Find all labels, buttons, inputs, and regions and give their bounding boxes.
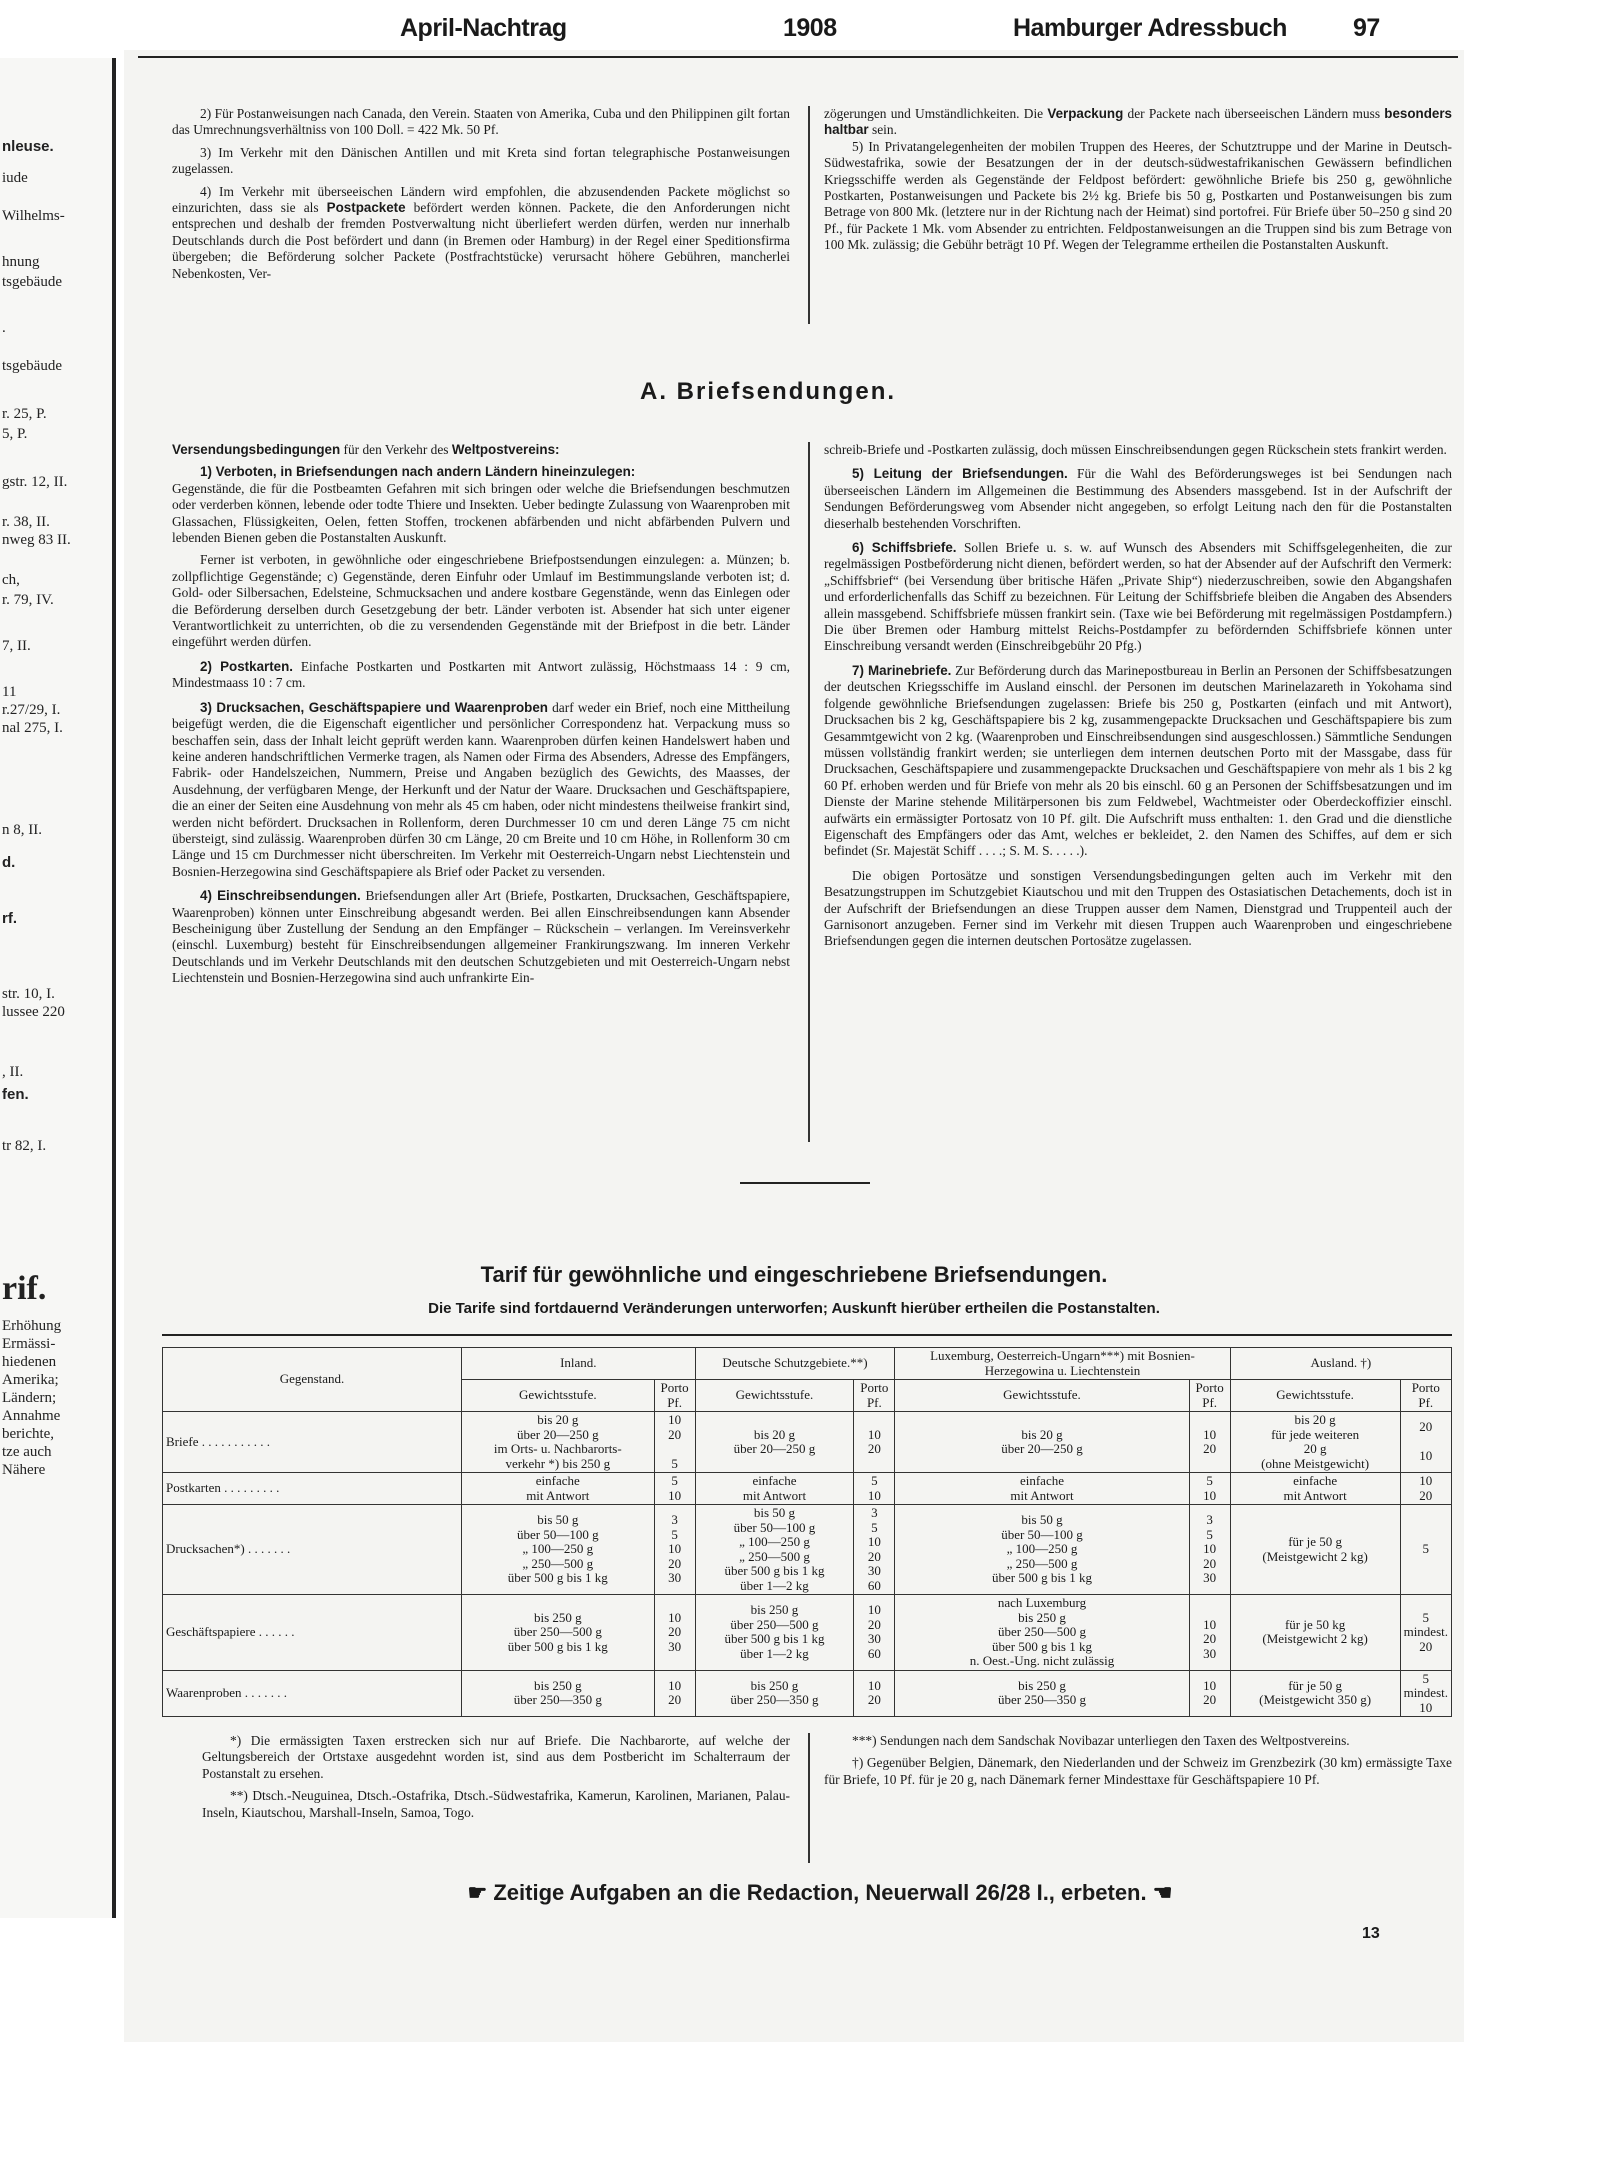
conditions-right-column (824, 442, 1452, 950)
th-inland: Inland. (462, 1348, 696, 1380)
tarif-porto-cell: 10 20 (1400, 1473, 1451, 1505)
margin-fragment: 7, II. (2, 638, 31, 654)
rule-1-text: Gegenstände, die für die Postbeamten Gefahren mit sich bringen oder welche die Briefsendungen beschmutzen oder verderben können, lebende oder todte Thiere und Insekten. Ueber bedingte Zulassung von Waarenproben mit Glassachen, Flüssigkeiten, Oelen, fetten Stoffen, trockenen abfärbenden und nicht abfärbenden Pulvern und lebenden Bienen geben die Postanstalten Auskunft. (172, 480, 790, 546)
margin-fragment: , II. (2, 1064, 24, 1080)
footnote-2: **) Dtsch.-Neuguinea, Dtsch.-Ostafrika, Dtsch.-Südwestafrika, Kamerun, Karolinen, Marianen, Palau-Inseln, Kiautschou, Marshall-Inseln, Samoa, Togo. (202, 1788, 790, 1820)
section-separator (740, 1182, 870, 1184)
margin-fragment: Ermässi- (2, 1336, 56, 1352)
tarif-weight-cell: bis 250 g über 250—350 g (895, 1670, 1189, 1717)
redaction-notice: ☛ Zeitige Aufgaben an die Redaction, Neuerwall 26/28 I., erbeten. ☚ (467, 1880, 1173, 1905)
tarif-weight-cell: für je 50 g (Meistgewicht 2 kg) (1230, 1505, 1400, 1595)
rule-6-text: 6) Schiffsbriefe. Sollen Briefe u. s. w. auf Wunsch des Absenders mit Schiffsgelegenheiten, die zur regelmässigen Postbeförderung nicht dienen, befördert werden, so hat der Absender auf der Aufschrift den Vermerk: „Schiffsbrief“ (bei Versendung über britische Häfen „Private Ship“) niederzuschreiben, sowie den Abgangshafen und erforderlichenfalls das Schiff zu bezeichnen. Für Leitung der Schiffsbriefe bleiben die Angaben des Absenders allein massgebend. Schiffsbriefe müssen frankirt sein. (Taxe wie bei Beförderung mit regelmässigen Postdampfern.) Die über Bremen oder Hamburg mittelst Reichs-Postdampfer zu befördernden Schiffsbriefe können unter Einschreibung versandt werden (Einschreibgebühr 20 Pfg.) (824, 540, 1452, 654)
tarif-weight-cell: bis 20 g über 20—250 g (895, 1412, 1189, 1473)
tarif-row-label: Postkarten . . . . . . . . . (163, 1473, 462, 1505)
margin-fragment: Nähere (2, 1462, 46, 1478)
margin-fragment: rf. (2, 910, 17, 927)
tarif-top-rule (162, 1334, 1452, 1336)
footnote-3: ***) Sendungen nach dem Sandschak Novibazar unterliegen den Taxen des Weltpostvereins. (852, 1733, 1350, 1748)
margin-fragment: r. 38, II. (2, 514, 50, 530)
top-right-para-0: zögerungen und Umständlichkeiten. Die Verpackung der Packete nach überseeischen Ländern muss besonders haltbar sein. (824, 106, 1452, 138)
top-left-para-4: 4) Im Verkehr mit überseeischen Ländern wird empfohlen, die abzusendenden Packete möglichst so einzurichten, dass sie als Postpackete befördert werden können. Packete, die den Anforderungen nicht entsprechen und deshalb der fremden Postverwaltung nicht überliefert werden dürfen, werden nur innerhalb Deutschlands durch die Post befördert und dann (in Bremen oder Hamburg) in der Regel einer Speditionsfirma übergeben; die Beförderung solcher Packete (Postfrachtstücke) verursacht höhere Gebühren, mancherlei Nebenkosten, Ver- (172, 183, 790, 281)
tarif-porto-cell: 20 10 (1400, 1412, 1451, 1473)
tarif-row-label: Geschäftspapiere . . . . . . (163, 1595, 462, 1671)
tarif-row (163, 1412, 1452, 1473)
rule-1-title: 1) Verboten, in Briefsendungen nach andern Ländern hineinzulegen: (200, 464, 636, 480)
tarif-porto-cell: 10 20 (1189, 1670, 1230, 1717)
tarif-porto-cell: 10 20 30 (1189, 1595, 1230, 1671)
tarif-porto-cell: 10 20 (654, 1670, 695, 1717)
tarif-porto-cell: 5 10 (854, 1473, 895, 1505)
margin-fragment: r. 25, P. (2, 406, 47, 422)
header-left: April-Nachtrag (400, 14, 567, 42)
rule-2-text: 2) Postkarten. Einfache Postkarten und Postkarten mit Antwort zulässig, Höchstmaass 14 : 9 cm, Mindestmaass 10 : 7 cm. (172, 658, 790, 691)
margin-fragment: ch, (2, 572, 20, 588)
tarif-porto-cell: 5 mindest. 20 (1400, 1595, 1451, 1671)
tarif-weight-cell: einfache mit Antwort (895, 1473, 1189, 1505)
tarif-row-label: Drucksachen*) . . . . . . . (163, 1505, 462, 1595)
th-weight: Gewichtsstufe. (1230, 1380, 1400, 1412)
margin-fragment: fen. (2, 1086, 29, 1103)
margin-fragment: 11 (2, 684, 17, 700)
margin-fragment: hiedenen (2, 1354, 57, 1370)
tarif-porto-cell: 3 5 10 20 30 60 (854, 1505, 895, 1595)
tarif-porto-cell: 10 20 30 60 (854, 1595, 895, 1671)
section-title: A. Briefsendungen. (640, 378, 897, 405)
tarif-weight-cell: für je 50 g (Meistgewicht 350 g) (1230, 1670, 1400, 1717)
tarif-title: Tarif für gewöhnliche und eingeschriebene Briefsendungen. (480, 1262, 1108, 1287)
th-porto: Porto Pf. (654, 1380, 695, 1412)
top-right-para-5: 5) In Privatangelegenheiten der mobilen Truppen des Heeres, der Schutztruppe und der Marine in Deutsch-Südwestafrika, sowie der Besatzungen der in der deutsch-südwestafrikanischen Gewässern befindlichen Kriegsschiffe werden als Gegenstände der Feldpost befördert: gewöhnliche Briefe bis 250 g, gewöhnliche Postkarten, Postanweisungen und Packete bis 2½ kg. Briefe bis 50 g, Postkarten und Postanweisungen bis zum Betrage von 800 Mk. (letztere nur in der Richtung nach der Heimat) sind portofrei. Für Briefe über 50–250 g sind 20 Pf., für Packete 1 Mk. vom Absender zu entrichten. Feldpostanweisungen an die Truppen sind bis zum Betrage von 100 Mk. zulässig; die Gebühr beträgt 10 Pf. Wegen der Telegramme ertheilen die Postanstalten Auskunft. (824, 138, 1452, 253)
top-right-column (824, 106, 1452, 254)
tarif-porto-cell: 10 20 (1189, 1412, 1230, 1473)
tarif-porto-cell: 10 20 (854, 1670, 895, 1717)
conditions-left-column (172, 442, 790, 987)
margin-fragment: rif. (2, 1270, 47, 1307)
top-column-divider (808, 106, 810, 324)
tarif-porto-cell: 5 (1400, 1505, 1451, 1595)
rule-7-text: 7) Marinebriefe. Zur Beförderung durch das Marinepostbureau in Berlin an Personen der Schiffsbesatzungen der deutschen Kriegsschiffe im Ausland einschl. der Personen im deutschen Marinelazareth in Yokohama sind folgende gewöhnliche Briefsendungen zugelassen: Briefe bis 250 g, Postkarten (einfach und mit Antwort), Drucksachen bis 2 kg, Geschäftspapiere bis 2 kg, zusammengepackte Drucksachen und Geschäftspapiere bis zum Gesammtgewicht von 2 kg. (Waarenproben und Einschreibsendungen sind ausgeschlossen.) Sämmtliche Sendungen müssen vollständig frankirt werden; sie unterliegen dem internen deutschen Porto mit der Massgabe, dass für Drucksachen, Geschäftspapiere und zusammengepackte Drucksachen und Geschäftspapiere von mehr als 1 bis 2 kg 60 Pf. erhoben werden und für Briefe von mehr als 20 bis einschl. 60 g an Personen der Schiffsbesatzungen und im Dienste der Marine stehende Militärpersonen bis zum Feldwebel, Wachtmeister oder Oberdeckoffizier einschl. aufwärts ein ermässigter Portosatz von 10 Pf. gilt. Die Aufschrift muss enthalten: 1. den Grad und die dienstliche Eigenschaft des Empfängers oder das Amt, welches er bekleidet, 2. den Namen des Schiffes, auf dem er sich befindet (Sr. Majestät Schiff . . . .; S. M. S. . . . .). (824, 662, 1452, 859)
th-porto: Porto Pf. (1400, 1380, 1451, 1412)
margin-fragment: nweg 83 II. (2, 532, 71, 548)
th-ausland: Ausland. †) (1230, 1348, 1451, 1380)
margin-fragment: str. 10, I. (2, 986, 55, 1002)
tarif-weight-cell: bis 50 g über 50—100 g „ 100—250 g „ 250—500 g über 500 g bis 1 kg (895, 1505, 1189, 1595)
margin-fragment: nleuse. (2, 138, 54, 155)
margin-fragment: nal 275, I. (2, 720, 63, 736)
tarif-porto-cell: 3 5 10 20 30 (654, 1505, 695, 1595)
footnote-1: *) Die ermässigten Taxen erstrecken sich nur auf Briefe. Die Nachbarorte, auf welche der Geltungsbereich der Ortstaxe ausgedehnt worden ist, sind aus dem Postbericht im Schalterraum der Postanstalt zu ersehen. (202, 1733, 790, 1781)
page-header (128, 8, 1458, 54)
margin-fragment: tsgebäude (2, 358, 62, 374)
margin-fragment: r.27/29, I. (2, 702, 61, 718)
tarif-weight-cell: bis 20 g für jede weiteren 20 g (ohne Meistgewicht) (1230, 1412, 1400, 1473)
footnote-divider (808, 1733, 810, 1863)
tarif-weight-cell: einfache mit Antwort (1230, 1473, 1400, 1505)
tarif-row-label: Briefe . . . . . . . . . . . (163, 1412, 462, 1473)
tarif-row (163, 1595, 1452, 1671)
margin-fragment: Erhöhung (2, 1318, 62, 1334)
rule-1b-text: Ferner ist verboten, in gewöhnliche oder eingeschriebene Briefpostsendungen einzulegen: a. Münzen; b. zollpflichtige Gegenstände; c) Gegenstände, deren Einfuhr oder Umlauf im Bestimmungslande verboten ist; d. Gold- oder Silbersachen, Edelsteine, Schmucksachen und andere kostbare Gegenstände, wenn das Einlegen oder die Beförderung derselben durch Gesetzgebung der betr. Länder verboten ist. Absender hat sich unter eigener Verantwortlichkeit zu unterrichten, ob die zu versendenden Gegenstände mit der Briefpost in die betr. Länder eingeführt werden dürfen. (172, 552, 790, 650)
th-porto: Porto Pf. (1189, 1380, 1230, 1412)
footnotes-left (202, 1733, 790, 1821)
header-page-number: 97 (1353, 14, 1380, 42)
tarif-porto-cell: 5 10 (654, 1473, 695, 1505)
header-rule (138, 56, 1458, 58)
tarif-table (162, 1347, 1452, 1717)
middle-column-divider (808, 442, 810, 1142)
th-porto: Porto Pf. (854, 1380, 895, 1412)
page-number: 13 (1362, 1925, 1380, 1942)
top-left-column (172, 106, 790, 282)
top-left-para-3: 3) Im Verkehr mit den Dänischen Antillen und mit Kreta sind fortan telegraphische Postanweisungen zugelassen. (172, 144, 790, 177)
tarif-porto-cell: 10 20 5 (654, 1412, 695, 1473)
header-year: 1908 (783, 14, 837, 42)
tarif-weight-cell: einfache mit Antwort (695, 1473, 854, 1505)
tarif-row (163, 1670, 1452, 1717)
margin-fragment: iude (2, 170, 28, 186)
th-weight: Gewichtsstufe. (462, 1380, 655, 1412)
tarif-porto-cell: 5 10 (1189, 1473, 1230, 1505)
margin-fragment: berichte, (2, 1426, 55, 1442)
margin-fragment: Amerika; (2, 1372, 59, 1388)
margin-fragment: . (2, 320, 6, 336)
tarif-weight-cell: bis 50 g über 50—100 g „ 100—250 g „ 250—500 g über 500 g bis 1 kg über 1—2 kg (695, 1505, 854, 1595)
rule-4-text: 4) Einschreibsendungen. Briefsendungen aller Art (Briefe, Postkarten, Drucksachen, Geschäftspapiere, Waarenproben) können unter Einschreibung abgesandt werden. Bei allen Einschreibsendungen kann Absender Bescheinigung über Zustellung der Sendung an den Empfänger – Rückschein – verlangen. Im Vereinsverkehr (einschl. Luxemburg) besteht für Einschreibsendungen allgemeiner Frankirungszwang. Im inneren Verkehr Deutschlands und im Verkehr Deutschlands mit den deutschen Schutzgebieten und mit Oesterreich-Ungarn nebst Liechtenstein und Bosnien-Herzegowina sind auch unfrankirte Ein- (172, 888, 791, 986)
tarif-weight-cell: für je 50 kg (Meistgewicht 2 kg) (1230, 1595, 1400, 1671)
tarif-porto-cell: 3 5 10 20 30 (1189, 1505, 1230, 1595)
margin-fragment: d. (2, 854, 16, 871)
top-left-para-2: 2) Für Postanweisungen nach Canada, den Verein. Staaten von Amerika, Cuba und den Philippinen gilt fortan das Umrechnungsverhältniss von 100 Doll. = 422 Mk. 50 Pf. (172, 106, 790, 138)
rule-4-continued: schreib-Briefe und -Postkarten zulässig, doch müssen Einschreibsendungen gegen Rückschein stets frankirt werden. (824, 442, 1447, 457)
tarif-subtitle: Die Tarife sind fortdauernd Veränderungen unterworfen; Auskunft hierüber ertheilen die Postanstalten. (428, 1300, 1160, 1317)
adjacent-page-strip (0, 58, 116, 1918)
margin-fragment: tze auch (2, 1444, 52, 1460)
th-weight: Gewichtsstufe. (695, 1380, 854, 1412)
th-gegenstand: Gegenstand. (163, 1348, 462, 1412)
margin-fragment: r. 79, IV. (2, 592, 54, 608)
margin-fragment: tsgebäude (2, 274, 62, 290)
margin-fragment: hnung (2, 254, 40, 270)
margin-fragment: lussee 220 (2, 1004, 65, 1020)
tarif-row (163, 1505, 1452, 1595)
margin-fragment: 5, P. (2, 426, 28, 442)
tarif-weight-cell: bis 250 g über 250—500 g über 500 g bis 1 kg (462, 1595, 655, 1671)
tarif-weight-cell: einfache mit Antwort (462, 1473, 655, 1505)
tarif-row (163, 1473, 1452, 1505)
th-weight: Gewichtsstufe. (895, 1380, 1189, 1412)
margin-fragment: Ländern; (2, 1390, 57, 1406)
tarif-weight-cell: bis 20 g über 20—250 g im Orts- u. Nachbarorts- verkehr *) bis 250 g (462, 1412, 655, 1473)
footnotes-right (824, 1733, 1452, 1788)
tarif-weight-cell: nach Luxemburg bis 250 g über 250—500 g über 500 g bis 1 kg n. Oest.-Ung. nicht zulässig (895, 1595, 1189, 1671)
tarif-weight-cell: bis 50 g über 50—100 g „ 100—250 g „ 250—500 g über 500 g bis 1 kg (462, 1505, 655, 1595)
th-luxemburg: Luxemburg, Oesterreich-Ungarn***) mit Bosnien-Herzegowina u. Liechtenstein (895, 1348, 1230, 1380)
rule-3-text: 3) Drucksachen, Geschäftspapiere und Waarenproben darf weder ein Brief, noch eine Mittheilung beigefügt werden, die die Eigenschaft eigentlicher und persönlicher Correspondenz hat. Verpackung muss so beschaffen sein, dass der Inhalt leicht geprüft werden kann. Waarenproben dürfen keinen Handelswert haben und keine anderen handschriftlichen Vermerke tragen, als Namen oder Firma des Absenders, Adresse des Empfängers, Fabrik- oder Handelszeichen, Nummern, Preise und Angaben bezüglich des Gewichts, des Maasses, der Ausdehnung, der verfügbaren Menge, der Herkunft und der Natur der Waare. Drucksachen und Geschäftspapiere, die an einer der Seiten eine Ausdehnung von mehr als 45 cm haben, oder nicht mindestens theilweise frankirt sind, werden nicht befördert. Drucksachen in Rollenform, deren Durchmesser 10 cm und deren Länge 75 cm nicht übersteigt, sind zulässig. Waarenproben dürfen 30 cm Länge, 20 cm Breite und 10 cm Höhe, in Rollenform 30 cm Länge und 15 cm Durchmesser nicht überschreiten. Im Verkehr mit Oesterreich-Ungarn nebst Liechtenstein und Bosnien-Herzegowina sind Geschäftspapiere als Brief oder Packet zu versenden. (172, 699, 790, 879)
margin-fragment: n 8, II. (2, 822, 42, 838)
tarif-weight-cell: bis 20 g über 20—250 g (695, 1412, 854, 1473)
margin-fragment: Wilhelms- (2, 208, 65, 224)
tarif-weight-cell: bis 250 g über 250—350 g (462, 1670, 655, 1717)
conditions-heading: Versendungsbedingungen für den Verkehr des Weltpostvereins: (172, 442, 560, 457)
th-schutzgebiete: Deutsche Schutzgebiete.**) (695, 1348, 895, 1380)
margin-fragment: tr 82, I. (2, 1138, 47, 1154)
tarif-porto-cell: 5 mindest. 10 (1400, 1670, 1451, 1717)
tarif-porto-cell: 10 20 (854, 1412, 895, 1473)
rule-5-text: 5) Leitung der Briefsendungen. Für die Wahl des Beförderungsweges ist bei Sendungen nach überseeischen Ländern im Allgemeinen die Bestimmung des Absenders massgebend. Ist in der Aufschrift der Sendungen Beförderungsweg vom Absender nicht angegeben, so erfolgt Leitung nach den für die Postanstalten dieserhalb bestehenden Vorschriften. (824, 466, 1452, 531)
header-center: Hamburger Adressbuch (1013, 14, 1287, 42)
tarif-row-label: Waarenproben . . . . . . . (163, 1670, 462, 1717)
footnote-4: †) Gegenüber Belgien, Dänemark, den Niederlanden und der Schweiz im Grenzbezirk (30 km) ermässigte Taxe für Briefe, 10 Pf. für je 20 g, nach Dänemark ferner Mindesttaxe für Geschäftspapiere 10 Pf. (824, 1755, 1452, 1787)
tarif-weight-cell: bis 250 g über 250—350 g (695, 1670, 854, 1717)
kiautschou-note: Die obigen Portosätze und sonstigen Versendungsbedingungen gelten auch im Verkehr mit den Besatzungstruppen im Schutzgebiet Kiautschou und mit den Truppen des Ostasiatischen Detachements, doch ist in der Aufschrift der Briefsendungen an diese Truppen ausser dem Namen, Dienstgrad und Truppenteil auch der Garnisonort anzugeben. Ferner sind im Verkehr mit diesen Truppen auch Waarenproben und eingeschriebene Briefsendungen gegen die internen deutschen Portosätze zugelassen. (824, 867, 1452, 949)
tarif-weight-cell: bis 250 g über 250—500 g über 500 g bis 1 kg über 1—2 kg (695, 1595, 854, 1671)
margin-fragment: gstr. 12, II. (2, 474, 68, 490)
margin-fragment: Annahme (2, 1408, 61, 1424)
tarif-porto-cell: 10 20 30 (654, 1595, 695, 1671)
